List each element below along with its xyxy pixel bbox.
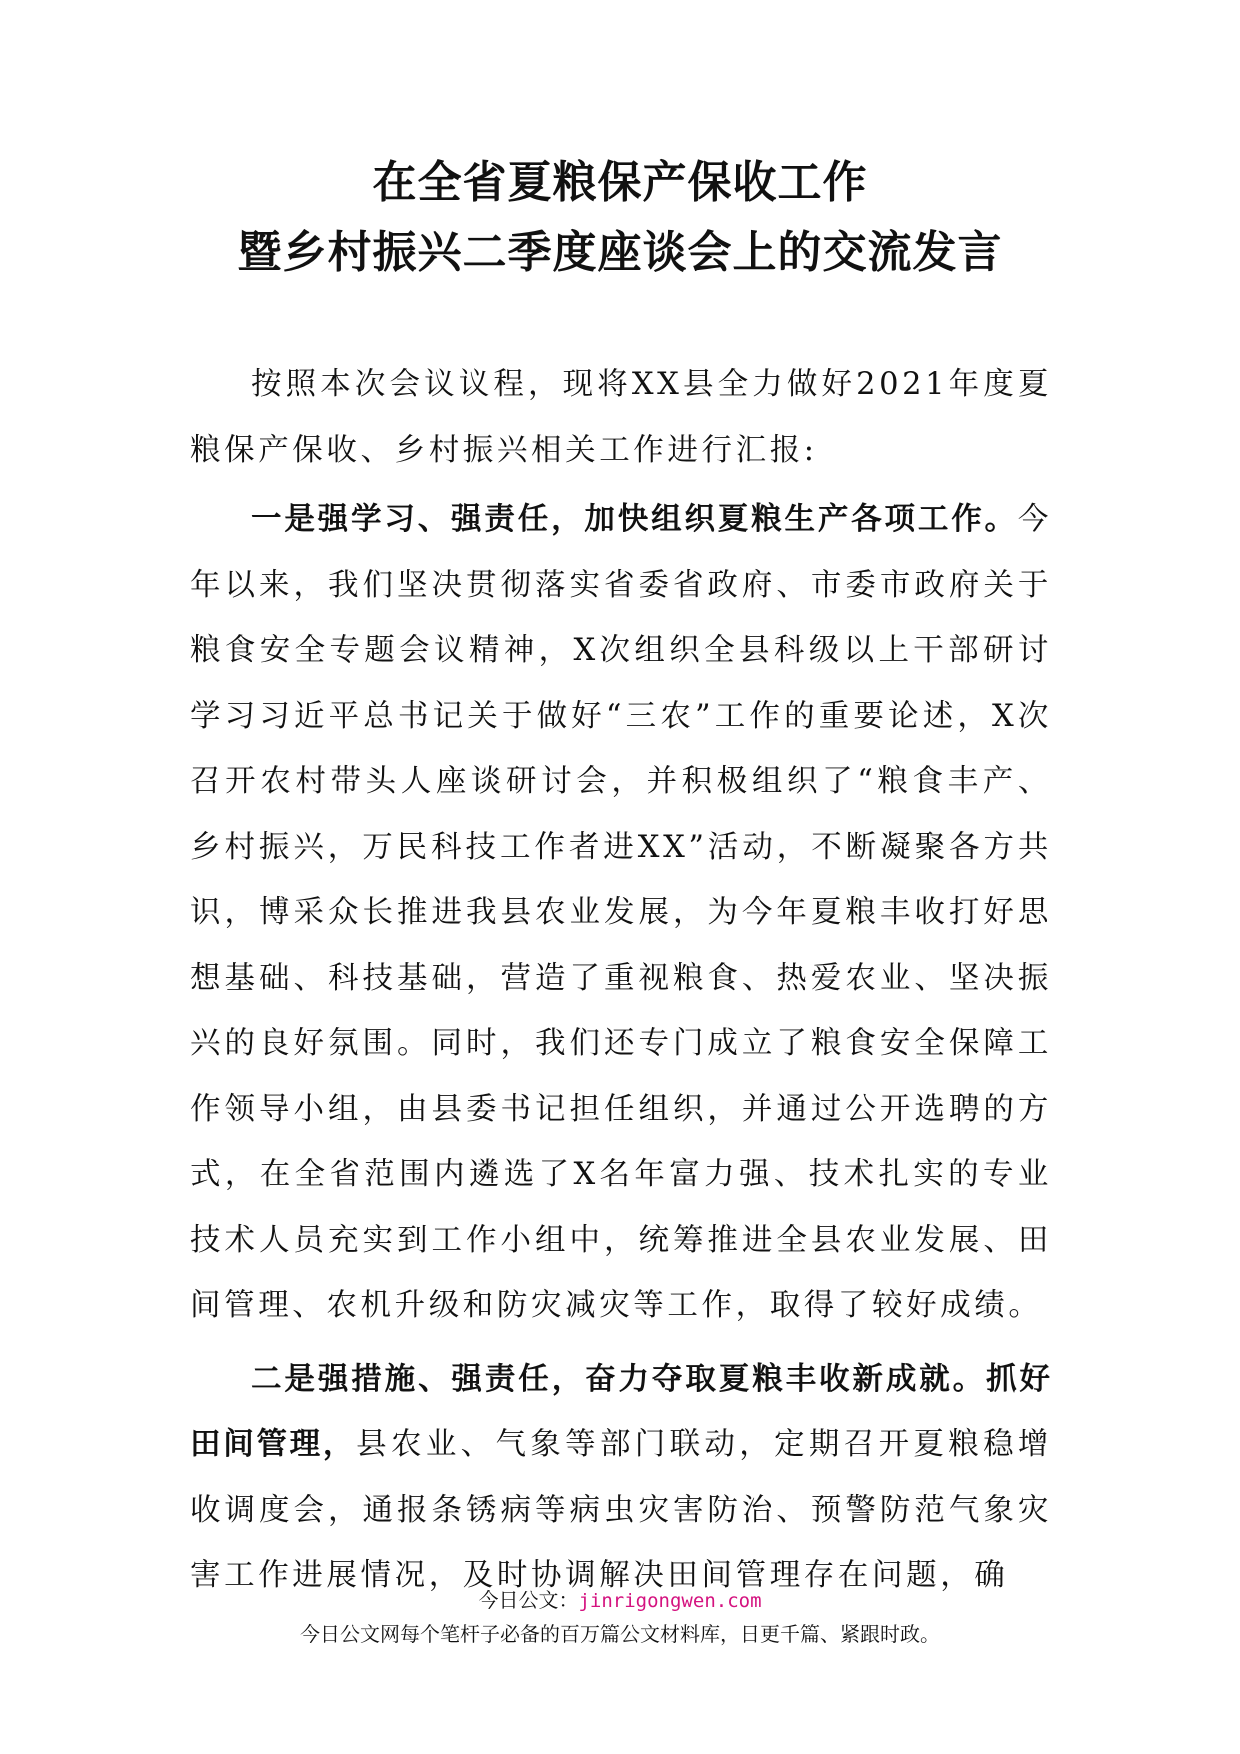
footer-site-link[interactable]: jinrigongwen.com: [578, 1590, 762, 1612]
paragraph-2: [190, 1347, 1052, 1609]
document-body: [190, 352, 1052, 1609]
paragraph-1-lead: 一是强学习、强责任，加快组织夏粮生产各项工作。: [251, 502, 1018, 537]
footer-site-line: [0, 1586, 1240, 1615]
paragraph-2-body: 县农业、气象等部门联动，定期召开夏粮稳增收调度会，通报条锈病等病虫灾害防治、预警防范气象灾害工作进展情况，及时协调解决田间管理存在问题，确: [190, 1427, 1053, 1593]
document-title-line-2: 暨乡村振兴二季度座谈会上的交流发言: [237, 227, 1003, 278]
paragraph-intro: 按照本次会议议程，现将XX县全力做好2021年度夏粮保产保收、乡村振兴相关工作进行汇报:: [190, 367, 1052, 468]
footer-tagline: 今日公文网每个笔杆子必备的百万篇公文材料库，日更千篇、紧跟时政。: [300, 1622, 940, 1646]
footer-site-label: 今日公文：: [478, 1588, 579, 1612]
paragraph-2-sub-lead: 抓好田间管理，: [190, 1361, 1053, 1462]
document-title-line-1: 在全省夏粮保产保收工作: [372, 157, 868, 208]
paragraph-2-lead: 二是强措施、强责任，奋力夺取夏粮丰收新成就。: [251, 1361, 987, 1397]
paragraph-1: [190, 487, 1052, 1339]
paragraph-1-body: 今年以来，我们坚决贯彻落实省委省政府、市委市政府关于粮食安全专题会议精神，X次组织全县科级以上干部研讨学习习近平总书记关于做好“三农”工作的重要论述，X次召开农村带头人座谈研讨会，并积极组织了“粮食丰产、乡村振兴，万民科技工作者进XX”活动，不断凝聚各方共识，博采众长推进我县农业发展，为今年夏粮丰收打好思想基础、科技基础，营造了重视粮食、热爱农业、坚决振兴的良好氛围。同时，我们还专门成立了粮食安全保障工作领导小组，由县委书记担任组织，并通过公开选聘的方式，在全省范围内遴选了X名年富力强、技术扎实的专业技术人员充实到工作小组中，统筹推进全县农业发展、田间管理、农机升级和防灾减灾等工作，取得了较好成绩。: [190, 502, 1052, 1323]
